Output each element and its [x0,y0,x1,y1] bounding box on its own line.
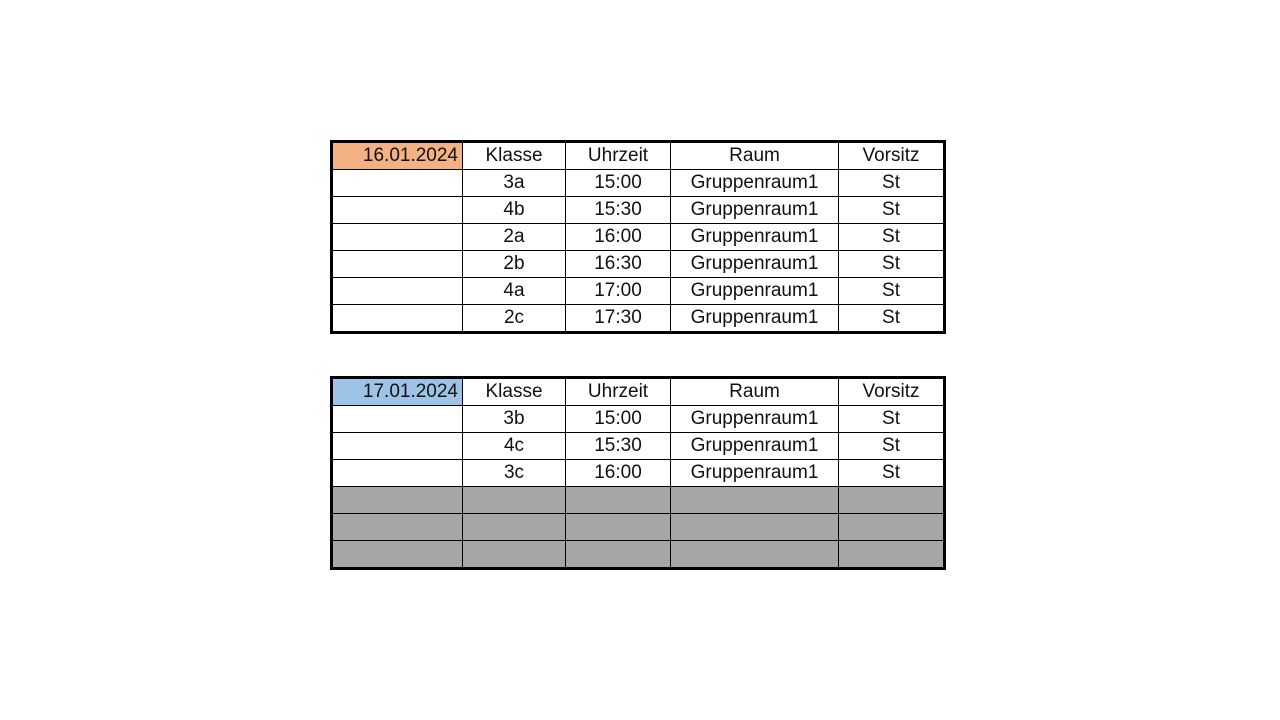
table-row [332,406,945,433]
empty-cell [332,541,463,569]
header-vorsitz: Vorsitz [839,378,945,406]
empty-row [332,514,945,541]
empty-cell [332,305,463,333]
raum-cell: Gruppenraum1 [671,278,839,305]
vorsitz-cell: St [839,197,945,224]
empty-row [332,541,945,569]
header-vorsitz: Vorsitz [839,142,945,170]
raum-cell: Gruppenraum1 [671,460,839,487]
table-row [332,197,945,224]
empty-cell [332,460,463,487]
empty-cell [671,514,839,541]
uhrzeit-cell: 15:30 [566,433,671,460]
schedule-table-day1 [330,140,946,334]
vorsitz-cell: St [839,433,945,460]
empty-cell [463,541,566,569]
raum-cell: Gruppenraum1 [671,197,839,224]
empty-cell [332,487,463,514]
table-row [332,433,945,460]
empty-cell [839,541,945,569]
date-cell: 17.01.2024 [332,378,463,406]
raum-cell: Gruppenraum1 [671,433,839,460]
empty-cell [332,224,463,251]
table-row [332,460,945,487]
uhrzeit-cell: 16:00 [566,460,671,487]
empty-cell [566,541,671,569]
table-row [332,305,945,333]
header-row [332,142,945,170]
header-raum: Raum [671,378,839,406]
vorsitz-cell: St [839,251,945,278]
vorsitz-cell: St [839,406,945,433]
date-cell: 16.01.2024 [332,142,463,170]
vorsitz-cell: St [839,305,945,333]
header-klasse: Klasse [463,378,566,406]
header-raum: Raum [671,142,839,170]
empty-cell [671,487,839,514]
uhrzeit-cell: 17:30 [566,305,671,333]
uhrzeit-cell: 17:00 [566,278,671,305]
empty-cell [463,487,566,514]
schedule-table-day2 [330,376,946,570]
header-klasse: Klasse [463,142,566,170]
raum-cell: Gruppenraum1 [671,305,839,333]
empty-cell [332,433,463,460]
empty-cell [332,170,463,197]
klasse-cell: 3b [463,406,566,433]
table-row [332,170,945,197]
empty-cell [839,514,945,541]
empty-cell [332,514,463,541]
vorsitz-cell: St [839,460,945,487]
uhrzeit-cell: 15:00 [566,406,671,433]
klasse-cell: 3c [463,460,566,487]
empty-cell [332,406,463,433]
raum-cell: Gruppenraum1 [671,170,839,197]
empty-cell [332,278,463,305]
uhrzeit-cell: 16:00 [566,224,671,251]
empty-cell [566,514,671,541]
klasse-cell: 2c [463,305,566,333]
raum-cell: Gruppenraum1 [671,406,839,433]
vorsitz-cell: St [839,170,945,197]
uhrzeit-cell: 15:00 [566,170,671,197]
uhrzeit-cell: 15:30 [566,197,671,224]
klasse-cell: 4a [463,278,566,305]
header-uhrzeit: Uhrzeit [566,142,671,170]
table-row [332,278,945,305]
empty-cell [566,487,671,514]
empty-cell [332,251,463,278]
klasse-cell: 4b [463,197,566,224]
klasse-cell: 4c [463,433,566,460]
klasse-cell: 2a [463,224,566,251]
vorsitz-cell: St [839,224,945,251]
header-uhrzeit: Uhrzeit [566,378,671,406]
empty-cell [463,514,566,541]
empty-cell [671,541,839,569]
raum-cell: Gruppenraum1 [671,224,839,251]
table-row [332,251,945,278]
empty-cell [839,487,945,514]
header-row [332,378,945,406]
uhrzeit-cell: 16:30 [566,251,671,278]
klasse-cell: 2b [463,251,566,278]
vorsitz-cell: St [839,278,945,305]
raum-cell: Gruppenraum1 [671,251,839,278]
klasse-cell: 3a [463,170,566,197]
empty-cell [332,197,463,224]
empty-row [332,487,945,514]
table-row [332,224,945,251]
